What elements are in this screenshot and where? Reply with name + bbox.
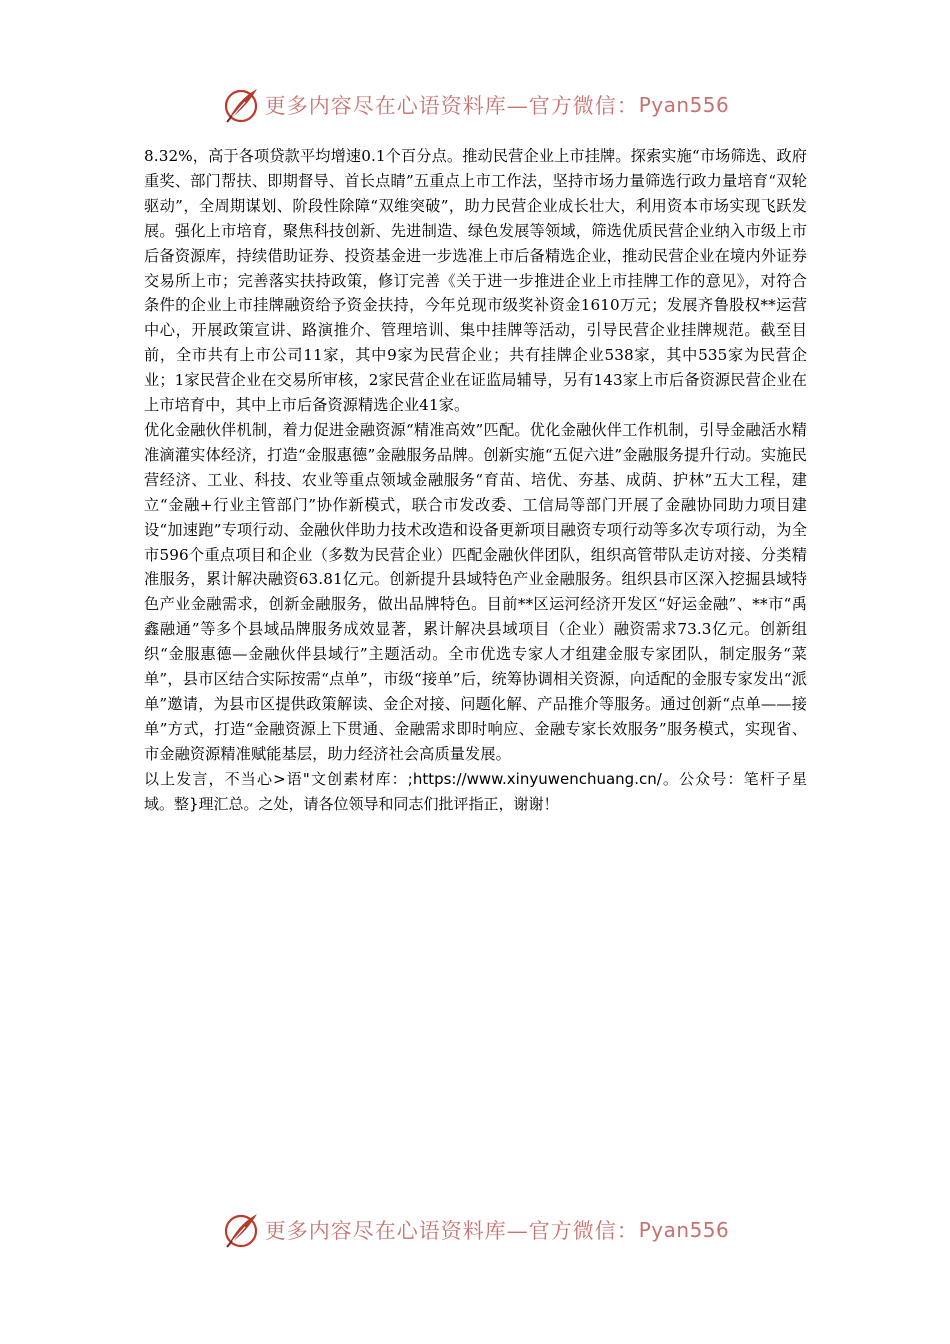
paragraph-listing-support: 8.32%，高于各项贷款平均增速0.1个百分点。推动民营企业上市挂牌。探索实施“市场筛选、政府重奖、部门帮扶、即期督导、首长点睛”五重点上市工作法，坚持市场力量筛选行政力量培育“双轮驱动”，全周期谋划、阶段性除障“双维突破”，助力民营企业成长壮大，利用资本市场实现飞跃发展。强化上市培育，聚焦科技创新、先进制造、绿色发展等领域，筛选优质民营企业纳入市级上市后备资源库，持续借助证券、投资基金进一步选准上市后备精选企业，推动民营企业在境内外证券交易所上市；完善落实扶持政策，修订完善《关于进一步推进企业上市挂牌工作的意见》，对符合条件的企业上市挂牌融资给予资金扶持，今年兑现市级奖补资金1610万元；发展齐鲁股权**运营中心，开展政策宣讲、路演推介、管理培训、集中挂牌等活动，引导民营企业挂牌规范。截至目前，全市共有上市公司11家，其中9家为民营企业；共有挂牌企业538家，其中535家为民营企业；1家民营企业在交易所审核，2家民营企业在证监局辅导，另有143家上市后备资源民营企业在上市培育中，其中上市后备资源精选企业41家。 [144,147,807,415]
watermark-text: 更多内容尽在心语资料库—官方微信： [264,94,639,118]
watermark-wechat-id: Pyan556 [638,1218,730,1242]
watermark-wechat-id: Pyan556 [638,93,730,117]
feather-pen-logo-icon [221,1210,261,1250]
paragraph-financial-partner: 优化金融伙伴机制，着力促进金融资源“精准高效”匹配。优化金融伙伴工作机制，引导金融活水精准滴灌实体经济，打造“金服惠德”金融服务品牌。创新实施“五促六进”金融服务提升行动。实施民营经济、工业、科技、农业等重点领域金融服务“育苗、培优、夯基、成荫、护林”五大工程，建立“金融+行业主管部门”协作新模式，联合市发改委、工信局等部门开展了金融协同助力项目建设“加速跑”专项行动、金融伙伴助力技术改造和设备更新项目融资专项行动等多次专项行动，为全市596个重点项目和企业（多数为民营企业）匹配金融伙伴团队，组织高管带队走访对接、分类精准服务，累计解决融资63.81亿元。创新提升县域特色产业金融服务。组织县市区深入挖掘县域特色产业金融需求，创新金融服务，做出品牌特色。目前**区运河经济开发区“好运金融”、**市“禹鑫融通”等多个县域品牌服务成效显著，累计解决县域项目（企业）融资需求73.3亿元。创新组织“金服惠德—金融伙伴县域行”主题活动。全市优选专家人才组建金服专家团队，制定服务“菜单”，县市区结合实际按需“点单”，市级“接单”后，统筹协调相关资源，向适配的金服专家发出“派单”邀请，为县市区提供政策解读、金企对接、问题化解、产品推介等服务。通过创新“点单——接单”方式，打造“金融资源上下贯通、金融需求即时响应、金融专家长效服务”服务模式，实现省、市金融资源精准赋能基层，助力经济社会高质量发展。 [144,420,807,763]
document-body [144,144,807,817]
header-watermark [0,80,950,130]
feather-pen-logo-icon [221,85,261,125]
watermark-text: 更多内容尽在心语资料库—官方微信： [264,1219,639,1243]
footer-watermark [0,1205,950,1255]
closing-remarks: 以上发言，不当心>语"文创素材库：;https://www.xinyuwenchuang.cn/。公众号：笔杆子星域。整}理汇总。之处，请各位领导和同志们批评指正，谢谢！ [144,769,807,813]
